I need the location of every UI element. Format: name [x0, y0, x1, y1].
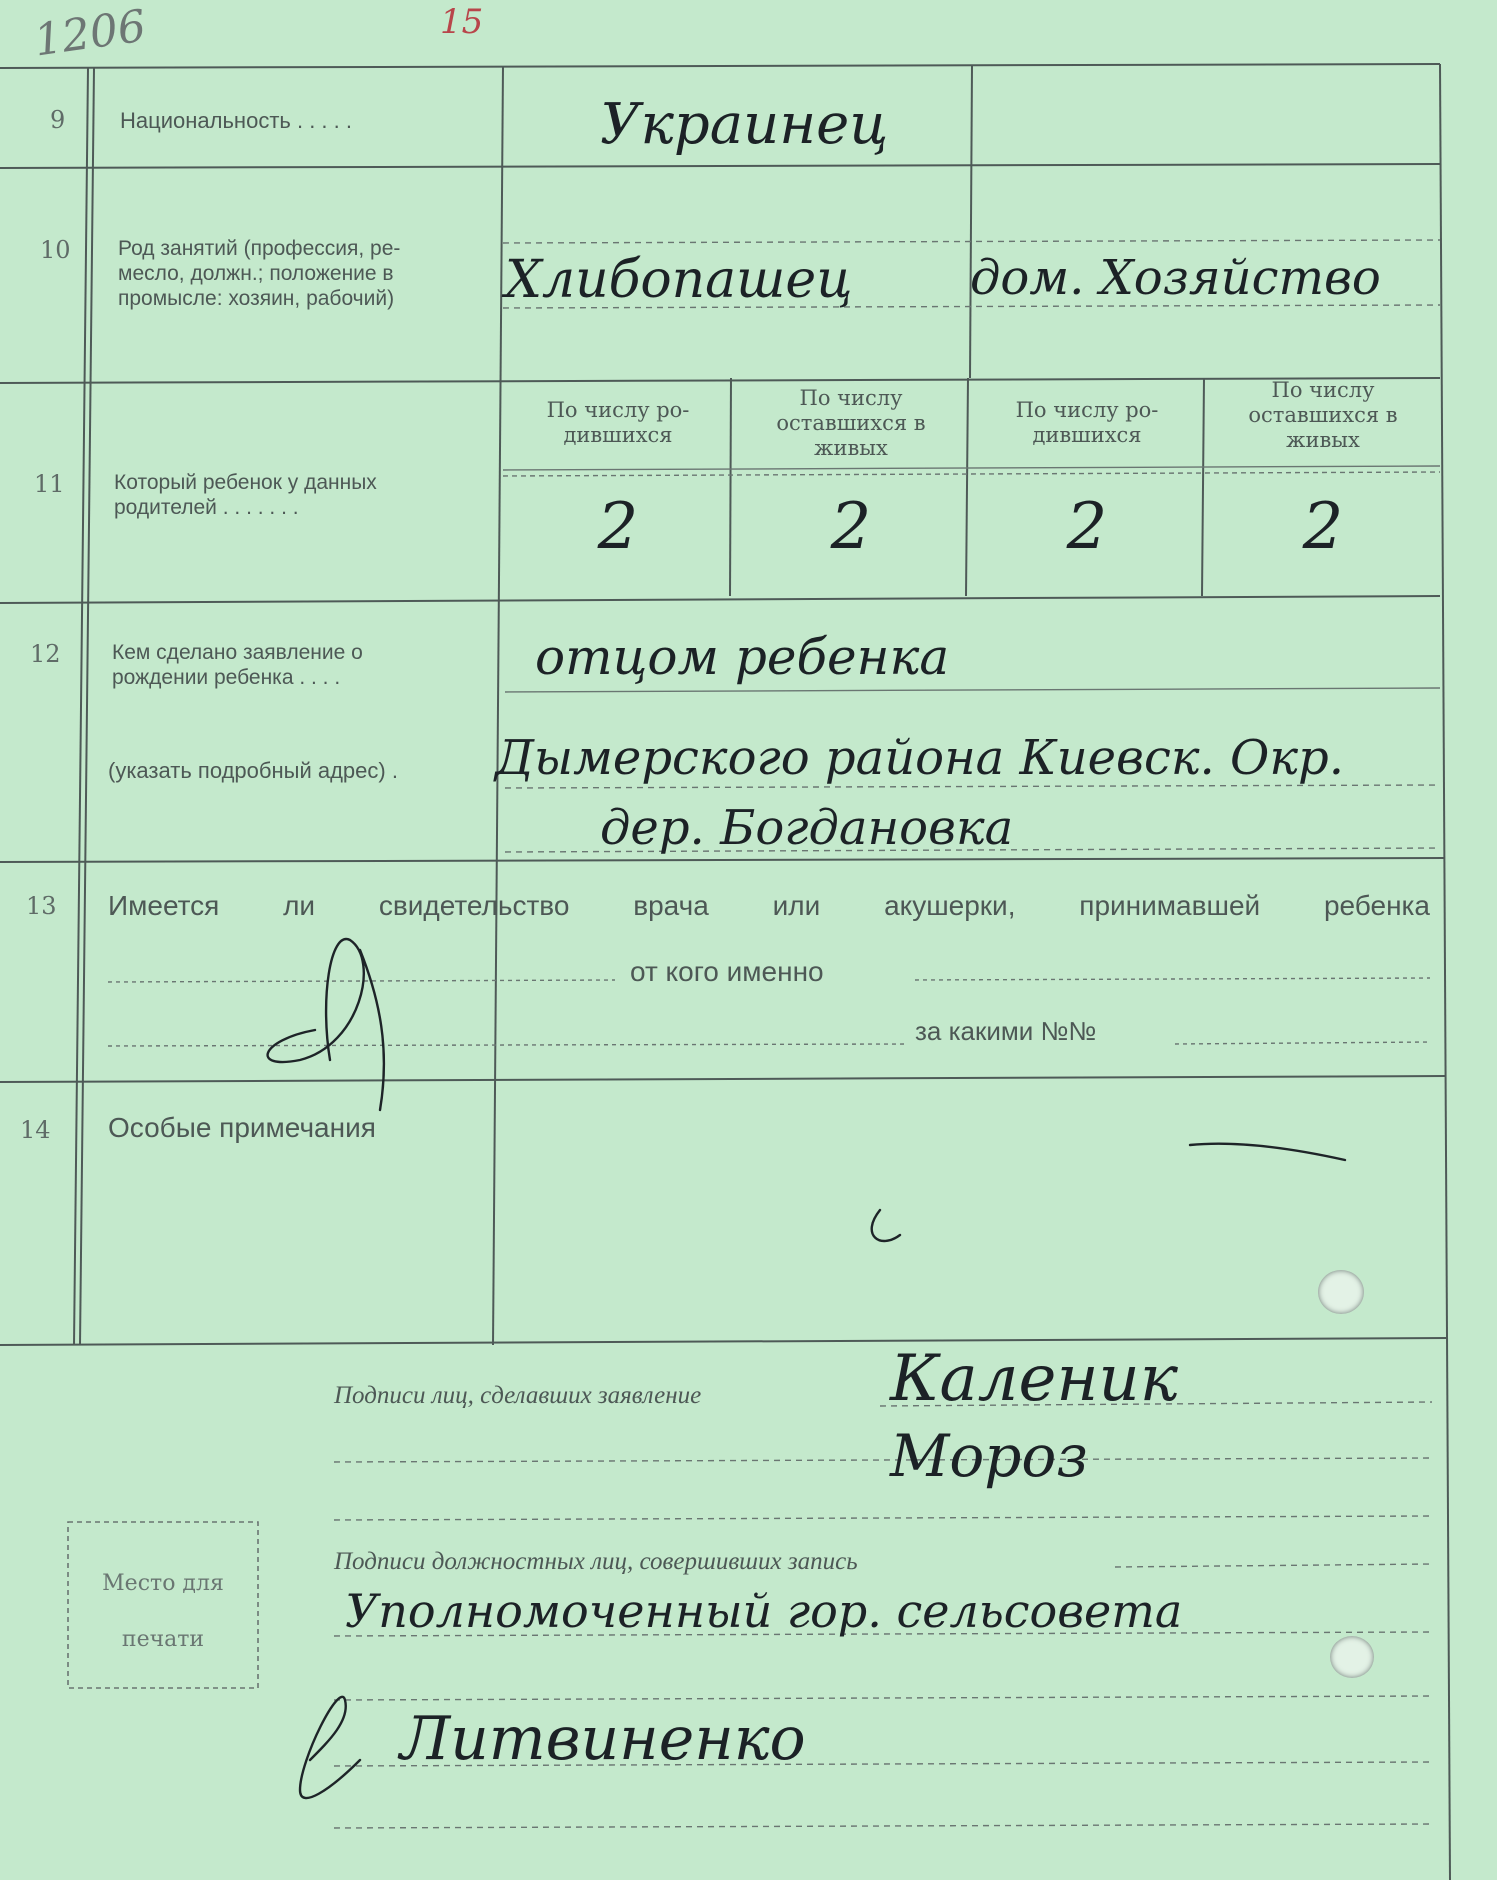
header-father-alive-line-2: оставшихся в [776, 411, 926, 435]
label-occupation [118, 236, 488, 311]
label-child-order-line-2: родителей . . . . . . . [114, 496, 299, 519]
label-official-signatures: Подписи должностных лиц, совершивших запись [334, 1548, 858, 1575]
label-applicant-signatures: Подписи лиц, сделавших заявление [334, 1382, 702, 1409]
archive-page-number: 1206 [30, 0, 149, 67]
header-mother-born [970, 398, 1204, 448]
label-child-order-line-1: Который ребенок у данных [114, 471, 377, 494]
header-father-alive-line-3: живых [814, 436, 888, 460]
value-address-line-2: дер. Богдановка [600, 800, 1014, 856]
seal-label-line-2: печати [121, 1627, 205, 1652]
label-declarant [112, 640, 492, 690]
value-occupation-father: Хлибопашец [505, 250, 853, 310]
header-father-born-line-2: дившихся [563, 423, 673, 447]
row-number-10: 10 [40, 236, 71, 264]
header-father-alive-line-1: По числу [799, 386, 903, 410]
signature-applicant-1: Каленик [890, 1342, 1178, 1416]
label-from-whom: от кого именно [630, 956, 824, 987]
paper-hole-1 [1318, 1270, 1364, 1314]
label-special-notes: Особые примечания [108, 1112, 376, 1143]
header-father-born [505, 398, 731, 448]
label-declarant-line-2: рождении ребенка . . . . [112, 666, 341, 689]
label-medical-certificate: Имеется ли свидетельство врача или акушерки, принимавшей ребенка [108, 890, 1430, 921]
header-mother-born-line-1: По числу ро- [1015, 398, 1159, 422]
header-father-alive [733, 386, 969, 461]
signature-applicant-2: Мороз [890, 1422, 1088, 1490]
row-number-13: 13 [26, 892, 57, 920]
value-address-line-1: Дымерского района Киевск. Окр. [495, 730, 1345, 786]
row-number-12: 12 [30, 640, 61, 668]
header-mother-alive-line-3: живых [1286, 428, 1360, 452]
value-father-alive: 2 [830, 490, 872, 564]
paper-hole-2 [1330, 1636, 1374, 1678]
header-mother-alive-line-1: По числу [1271, 378, 1375, 402]
value-official-title: Уполномоченный гор. сельсовета [345, 1584, 1183, 1638]
seal-label-line-1: Место для [102, 1571, 224, 1596]
value-father-born: 2 [597, 490, 639, 564]
row-number-9: 9 [50, 106, 66, 134]
header-mother-alive [1206, 378, 1440, 453]
signature-official: Литвиненко [400, 1704, 806, 1774]
archive-mark: 15 [440, 2, 484, 42]
label-child-order [114, 470, 494, 520]
seal-placeholder [68, 1556, 258, 1668]
label-declarant-line-1: Кем сделано заявление о [112, 641, 363, 664]
header-father-born-line-1: По числу ро- [546, 398, 690, 422]
value-declarant: отцом ребенка [535, 628, 950, 686]
label-occupation-line-1: Род занятий (профессия, ре- [118, 237, 401, 260]
label-nationality: Национальность . . . . . [120, 108, 352, 133]
value-nationality-father: Украинец [600, 92, 889, 157]
row-number-14: 14 [20, 1116, 51, 1144]
header-mother-born-line-2: дившихся [1032, 423, 1142, 447]
label-address: (указать подробный адрес) . [108, 758, 398, 783]
value-mother-alive: 2 [1302, 490, 1344, 564]
label-occupation-line-3: промысле: хозяин, рабочий) [118, 287, 395, 310]
value-occupation-mother: дом. Хозяйство [970, 250, 1381, 306]
label-certificate-numbers: за какими №№ [915, 1016, 1097, 1046]
label-occupation-line-2: месло, должн.; положение в [118, 262, 394, 285]
value-mother-born: 2 [1066, 490, 1108, 564]
header-mother-alive-line-2: оставшихся в [1248, 403, 1398, 427]
row-number-11: 11 [34, 470, 65, 498]
